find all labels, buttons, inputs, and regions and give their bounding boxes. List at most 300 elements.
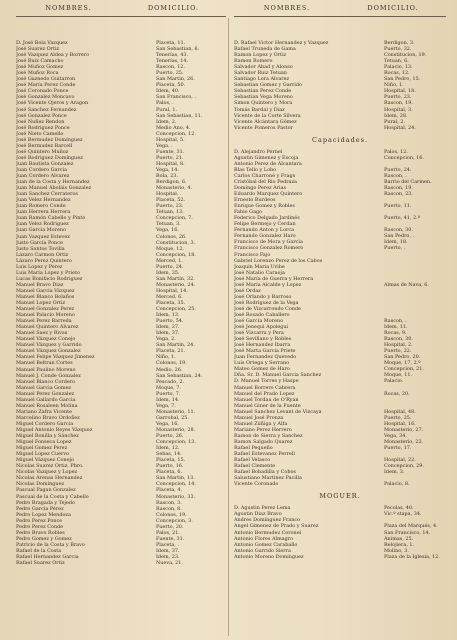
entry-address: Monasterio, 27. [384,426,424,433]
entry-name: Juan Manuel Aboláis Gonzalez [16,185,92,192]
entry-address: Fuente, 31. [156,535,185,542]
entry-name: José Nieto Camello [16,130,64,137]
section-title-moguer: MOGUER. [319,492,361,501]
entry-address: San Martin, 26. [156,76,195,83]
entry-name: Ramon Romero [234,58,273,65]
entry-name: D. Agustin Perez Lema [234,505,291,512]
entry-name: Manuel Borrero Cabrera [234,384,296,391]
entry-name: Federico Delgado Jardinés [234,215,300,222]
entry-name: Manuel Blanco Cordero [16,378,76,385]
entry-address: Monasterio, 22. [384,438,424,445]
entry-address: Moque, 11. [384,372,413,379]
left-header-address: DOMICILIO. [147,4,200,12]
entry-name: José María Perez Conde [16,82,76,89]
entry-address: Hospital, 5. [156,136,185,143]
entry-address: Concepcion, 14. [156,481,196,488]
entry-address: Colonos, 19. [156,511,187,518]
entry-address: Merced, 6. [156,293,183,300]
entry-name: José Garcia Moreno [234,318,284,325]
entry-name: Gabriel Lorenzo Perez de los Cabos [234,257,323,264]
entry-address: Palos, 12. [384,148,408,155]
entry-name: Mariano Perez Herrero [234,426,292,433]
entry-name: Manuel Felipe Vázquez Jimenez [16,354,95,361]
entry-name: Fabio Gago [234,209,263,216]
entry-name: Manuel José Pronza [234,414,284,421]
entry-address: Plaza de la Iglesia, 12. [384,553,440,560]
entry-name: Miguel Bonilla y Sánchez [16,433,79,440]
entry-address: Pural, 1. [156,106,178,113]
entry-address: Colonos, 26. [156,233,187,240]
entry-address: Puerto, 20. [156,523,184,530]
entry-address: Palacio, 13. [384,64,413,71]
entry-name: José de Vizcarrondo Conde [234,305,301,312]
entry-address: Nueva, 21. [156,560,183,567]
entry-name: Antonio Bermudez Coronel [234,529,302,536]
entry-name: Manuel Perez Barreda [16,318,72,325]
entry-name: Manuel Beltran Cortes [16,360,73,367]
right-header-names: NOMBRES. [263,4,311,12]
entry-address: San Francisco, 14. [384,529,431,536]
entry-name: Juan de la Costa y Hernandez [16,179,90,186]
entry-address: Sebas, 14. [156,451,182,458]
entry-name: Antonio Moreno Domínguez [234,553,304,560]
entry-name: Rafael Estevanez Perrell [234,451,295,458]
capacidades-list [234,149,446,488]
entry-address: Rocas, 12. [384,70,410,77]
entry-name: José Rodriguez de la Vega [234,299,299,306]
entry-name: Justo Garcia Ponce [16,239,63,246]
column-divider [228,18,229,636]
entry-address: Niño, 1. [156,354,176,361]
entry-address: Medio Ano, 4. [156,124,191,131]
entry-address: San Martin, 32. [156,275,195,282]
entry-name: Pascual Pagan Gonzalez [16,487,76,494]
entry-name: Manuel Vázquez y Garrido [16,342,82,349]
entry-name: Pascual de la Costa y Cabello [16,493,89,500]
left-header-names: NOMBRES. [45,4,92,12]
entry-name: Miguel Antonio Reyes Vázquez [16,427,93,433]
entry-name: José Ruiz Camacho [16,58,64,65]
entry-name: José Sevillano y Robles [234,336,292,343]
entry-address: Tetuan, 6. [384,58,409,65]
entry-address: Hospital, 22. [384,457,416,464]
entry-name: Manuel Blanco Bolaños [16,293,75,300]
entry-name: Vicente Coronado [234,481,279,488]
entry-address: Idem, 13. [156,312,180,319]
entry-address: Fuente, 31. [156,148,185,155]
entry-address: Almas de Nava, 6. [384,281,429,288]
entry-name: Manuel Zúñiga y Alfa [234,420,288,427]
entry-address: Vega, 7. [156,402,176,409]
entry-name: Fernando Anton y Lorca [234,227,295,234]
entry-address: Puerto, 24. [384,166,412,173]
entry-address: Medio, 26. [156,366,183,373]
entry-name: José Bermudez Domínguez [16,136,83,143]
entry-address: Idem, 40. [156,88,180,95]
entry-name: José Rodriguez Domínguez [16,154,83,161]
entry-name: Francisco Gonzalez Romero [234,245,304,252]
entry-address: Rascon, 8. [156,505,182,512]
entry-name: Juan Fernandez Quevedo [234,354,297,361]
entry-address: Rascon, 12. [156,64,185,71]
entry-address: Puerto, 11. [384,203,412,210]
entry-address: Puerto, 23. [156,203,184,210]
entry-name: Pedro Perez Conde [16,523,64,530]
entry-address: Vega, 16. [156,420,179,427]
entry-name: Juan Velez Hernandez [16,197,71,204]
entry-name: José Ordaz [234,287,261,294]
entry-name: Juan Ramón Cabello y Pinto [16,215,86,222]
entry-address: Idem, 3. [384,469,405,476]
entry-name: José Muñoz Roca [16,70,59,77]
entry-address: Vega, 14. [156,166,179,173]
entry-name: Manuel Bravo Diaz [16,281,64,288]
entry-address: Concepcion, 18. [156,251,196,258]
entry-name: Ramon Salgado Quarez [234,438,293,445]
entry-address: Moque, 17, 2.º [384,360,421,367]
entry-name: José Vicente Ojeros y Aragon [16,100,89,107]
entry-name: Vicente de la Corte Silvera [234,112,301,119]
entry-address: Concepcion, 12. [156,130,196,137]
entry-address: Puerto, 54. [156,318,184,325]
entry-name: Juan Garcia Moreno [16,227,66,234]
entry-name: Pedro Garcia Pérez [16,505,64,512]
entry-name: José Marta Garcia Priete [234,348,296,355]
entry-name: Juan Cordero Alvarez [16,173,70,180]
entry-name: José Rodriguez Ponce [16,124,70,131]
entry-name: Miguel Vázquez Conejo [16,457,74,464]
entry-name: Miguel Fonseca Lopez [16,439,72,446]
entry-address: Rocas, 20. [384,390,410,397]
entry-name: Simon Quintero y Mora [234,100,293,107]
entry-address: Idem, 23. [156,553,180,560]
entry-name: José Gaznedo Guitarron [16,76,76,83]
entry-address: Idem, 11. [384,324,408,331]
entry-address: Concepcion, 21. [384,366,424,373]
entry-address: Moque, 12. [156,245,185,252]
entry-address: Relojiera, 1. [384,541,415,548]
entry-address: Concepcion, 3. [156,517,193,524]
entry-name: Manuel Garcia Vázquez [16,287,75,294]
entry-address: Vega, . [156,142,173,149]
entry-name: Rafael Velasco [234,457,271,464]
entry-address: Berdigon, 3. [384,40,415,46]
entry-address: Plaza del Marqués, 4. [384,523,438,530]
entry-name: Antonio Gomez Caraballo [234,541,298,548]
entry-name: Manuel Gonzalez Perez [16,306,75,313]
entry-address: Placeta, 11. [156,40,186,46]
left-column-list [16,40,226,566]
entry-name: Manuel Paulino Moreno [16,366,76,373]
entry-address: Vega, 34. [384,432,407,439]
entry-name: José María de Guerra y Herrera [234,275,314,282]
entry-name: Sebastian Perez Conde [234,88,292,95]
entry-name: Salustiano Martinez Pacilla [234,475,302,482]
entry-address: Rascon, 30. [384,336,413,343]
entry-name: Vicente Pomeros Pastor [234,124,293,131]
entry-address: Constitucion, 3. [156,239,196,246]
entry-name: Pedro Perez Ponce [16,517,63,524]
entry-name: Rafael Hernandez Garcia [16,553,79,560]
entry-name: Ramon de Sierra y Sanchez [234,432,303,439]
right-header-address: DOMICILIO. [367,4,419,12]
entry-address: Palos, . [156,100,174,107]
entry-name: Sebastian Gomez y Garrido [234,82,302,89]
entry-name: José Hernandez Ibarra [234,342,291,349]
entry-address: Rascon, 19. [384,100,413,107]
entry-address: Idem, 18. [384,239,408,246]
entry-name: Nicolas Vazquez y Lopez [16,469,78,476]
entry-address: Placeta, 52. [156,197,186,204]
entry-name: Pedro Bravo Robles [16,529,65,536]
entry-name: Manuel Vázquez Conejo [16,336,76,343]
entry-address: Concepcion, 7. [156,215,193,222]
entry-name: Rafael de la Costa [16,547,62,554]
entry-name: Manuel Quintero Alvarez [16,324,79,331]
entry-name: Patricio de la Costa y Bravo [16,541,85,548]
right-top-list [234,40,446,131]
entry-name: Nicolas Suarez Ortiz, Pbro. [16,463,84,470]
entry-address: San Martin, 24. [156,342,195,349]
entry-name: Manuel Perez Gonzalez [16,390,75,397]
moguer-list [234,505,446,559]
entry-name: Antonio Flores Almagro [234,535,294,542]
entry-name: Ernesto Burdeos [234,197,276,204]
entry-address: San Pedro, . [384,233,415,240]
entry-name: Domingo Perez Arias [234,184,287,191]
entry-address: Palacio. [384,378,404,385]
entry-address: Idem, 12. [156,445,180,452]
entry-address: Idem, 27. [156,324,180,331]
entry-address: Monasterio, 33. [156,493,196,500]
entry-name: José Nuñez Rendon [16,118,65,125]
entry-name: Manuel J. Conde Gonzalez [16,372,81,379]
entry-address: Placeta, 15. [156,457,186,464]
entry-name: Carlos Charroné y Frags [234,172,296,179]
entry-name: Luis Ortega y Serrano [234,360,290,367]
entry-name: Lucas Bonifacio Rodriguez [16,275,83,282]
right-column-header [234,4,446,17]
entry-address: Concepcion, 16. [384,154,424,161]
entry-address: San Sebastian, 11. [156,112,203,119]
entry-address: Rascon, . [384,318,407,325]
entry-name: José Rosado Caballero [234,311,290,318]
entry-name: Rafael Suarez Ortiz [16,560,65,567]
entry-address: Idem, 28. [384,112,408,119]
entry-name: Manuel Giner de la Fuente [234,402,301,409]
entry-name: José Vazquez Aldea y Borrero [16,52,90,59]
entry-name: José Natalio Caraoja [234,269,285,276]
left-column-header [16,4,226,17]
entry-name: Manuel Saez y Rivas [16,330,68,337]
entry-address: Puerto, 25. [384,414,412,421]
entry-address: Placeta, . [156,541,179,548]
entry-name: Agustin Gimenez y Escoja [234,154,299,161]
entry-address: Puerto, 17. [384,445,412,451]
entry-address: Molino, 3. [384,547,409,554]
entry-address: Monasterio, 11. [156,408,196,415]
entry-address: Hospital, . [156,191,182,198]
entry-address: San Martin, 13. [156,475,195,482]
entry-name: Felipe Bermejo y Cerdan [234,221,296,228]
entry-name: Juan Romero Conde [16,203,66,210]
entry-name: Eduardo Marquez Quintero [234,191,303,198]
entry-address: Niño, 1. [384,82,404,89]
entry-address: Monasterio, 24. [156,281,196,288]
entry-address: Monasterio, 28. [156,427,196,433]
entry-address: Palacio, 8. [384,481,410,488]
entry-name: Manuel Rosaleen Molina [16,402,78,409]
entry-name: Dña. Sr. D. Manuel Garcia Sanchez [234,372,322,379]
entry-name: Francisco de Mora y Garcia [234,239,303,246]
entry-address: Rascon, 23. [384,191,413,198]
entry-name: Pedro Lopez Mendoza [16,511,71,518]
entry-name: Miguel Cordero Garcia [16,420,74,427]
list-item [234,554,446,560]
entry-address: Placeta, 35. [156,300,186,307]
entry-name: José Suarez Ortiz [16,46,60,53]
entry-name: Juan Vazquez Estevez [16,233,70,240]
entry-name: Santiago Lora Alvarez [234,76,290,83]
entry-address: Pescado, 2. [156,378,184,385]
entry-address: Barrio del Carmen. [384,178,432,185]
entry-address: Placeta, 50. [156,82,186,89]
entry-name: Mateo Gomez de Haro [234,366,290,373]
entry-address: Tetuan, 13. [156,209,184,216]
entry-name: Juan Velez Rodriguez [16,221,69,228]
entry-address: Placeta, 6. [156,469,183,476]
entry-address: Ánimas, 25. [384,535,414,542]
entry-name: José Vizcarra y Pera [234,330,284,337]
entry-address: Vic.º stapa, 34. [384,511,422,518]
entry-name: D. Manuel Torres y Haspe [234,378,299,385]
entry-name: Salvador Ruiz Tetuan [234,70,287,77]
entry-address: Tenerías, 43. [156,52,189,59]
entry-name: Vicente Alcántara Gómez [234,118,297,125]
entry-address: Hospital, 8. [156,160,185,167]
entry-name: Luis María Lopez y Prieto [16,269,80,276]
entry-name: Angel Gimenez de Prado y Suarez [234,523,319,530]
entry-name: Manuel Palacio Moreno [16,312,75,319]
entry-name: D. José Bola Vazquez [16,40,68,46]
entry-address: Hospital, 24. [384,124,416,131]
entry-address: Puerto, 26. [156,433,184,440]
entry-name: Agustin Diaz Bravo [234,511,282,518]
entry-address: Rocas, 9. [384,330,407,337]
entry-name: Francisco Fajo [234,251,271,258]
entry-address: Monasterio, 4. [156,185,193,192]
entry-name: José Coronado Ponce [16,88,69,95]
entry-name: José Gonzalez Moncavo [16,94,75,101]
entry-name: Mariano Zafra Vicente [16,408,72,415]
entry-address: Puerto, 22. [384,348,412,355]
entry-name: Salvador Abad y Alonso [234,64,293,71]
list-item [234,481,446,487]
entry-name: Manuel Lopez Ortiz [16,300,66,307]
entry-address: Rascon, 30. [384,227,413,234]
entry-address: Puerto, 23. [384,94,412,101]
entry-name: Miguel Lopez Cuervo [16,451,70,458]
section-title-capacidades: Capacidades. [311,135,369,144]
entry-name: Fernando Gonzalez Haro [234,233,296,240]
entry-address: Concepcion, 25. [156,306,196,313]
entry-name: Tomás Bardal y Diaz [234,106,285,113]
entry-address: Puerto, 32. [384,46,412,53]
entry-name: Rafael Pequeño [234,445,273,451]
entry-address: Rascon, 3. [156,499,182,506]
entry-name: D. Alejandro Pernel [234,148,283,155]
entry-name: Lázaro Perez Quintero [16,257,72,264]
entry-name: José María Alcalde y Lopez [234,281,302,288]
entry-address: Berdigon, 6. [156,179,187,186]
entry-name: Manuel Vázquez Gonzalez [16,348,81,355]
entry-name: Juan Herrera Herrera [16,209,71,216]
entry-address: Concepcion, 13. [156,439,196,446]
entry-address: Vega, 16. [156,227,179,234]
entry-address: Puerto, 16. [156,463,184,470]
entry-address: Idem, 14. [156,396,180,403]
entry-name: Manuel Tordau de O'Ryan [234,396,299,403]
right-column-list [234,40,446,560]
entry-address: Hospital, 3. [384,106,413,113]
entry-name: Lázaro Carmon Ortiz [16,251,69,258]
entry-address: Idem, 37. [156,330,180,337]
entry-name: Ramon Lopez y Ortiz [234,52,287,59]
entry-name: Antonio Garrido Sierra [234,547,291,554]
entry-name: Manuel Sanchez Levant de Vizcaya [234,408,322,415]
entry-address: Puerto, 25. [156,70,184,77]
entry-name: Blas Tello y Lobo [234,166,277,173]
entry-address: Pecolas, 40. [384,505,414,512]
entry-name: Manuel Garcia Gomez [16,384,72,391]
entry-address: Vega, 2. [156,336,176,343]
entry-address: Palos, 21. [156,529,180,536]
list-item [16,560,226,566]
entry-address: Bola, 23. [156,173,178,180]
entry-address: Puerto, . [384,245,406,252]
entry-address: Moque, 7. [156,384,181,391]
entry-name: José Bermudez Barcell [16,142,73,149]
entry-address: Rascon, . [384,172,407,179]
entry-address: Rascon, 19. [384,184,413,191]
entry-address: Concepcion, 29. [384,463,424,470]
entry-address: Hospital, 16. [384,420,416,427]
entry-address: Tenerías, 14. [156,58,189,65]
entry-name: Enrique Gomez y Robles [234,203,295,210]
entry-name: Joaquin Maria Uribe [234,263,285,270]
entry-address: San Sebastian, 24. [156,372,203,379]
entry-address: San Pedro, 15. [384,76,421,83]
entry-name: Cristóbal del Rio Pedraza [234,178,297,185]
entry-address: San Pedro, 20. [384,354,421,361]
entry-address: Hospital, 48. [384,408,416,415]
entry-address: Merced, 1. [156,257,183,264]
entry-address: Hospital, 2. [384,342,413,349]
entry-name: Manuel del Prado Lopez [234,390,295,397]
entry-address: Tetuan, 3. [156,221,181,228]
entry-name: José Sanchez Fernandez [16,106,77,113]
entry-address: Placeta, 4. [156,487,183,494]
entry-address: Colonos, 19. [156,360,187,367]
entry-name: Rafael Clemente [234,463,276,470]
entry-name: Juan Sanchez Cerrateros [16,191,78,198]
entry-name: José Jenequi Apolegui [234,324,289,331]
entry-name: Juan Bautista Gonzalez [16,160,74,167]
entry-address: Placeta, 21. [156,348,186,355]
entry-name: José Muñoz Gomez [16,64,64,71]
entry-name: D. Rafael Victor Hernandez y Vazquez [234,40,329,46]
entry-address: Pural, 2. [384,118,406,125]
